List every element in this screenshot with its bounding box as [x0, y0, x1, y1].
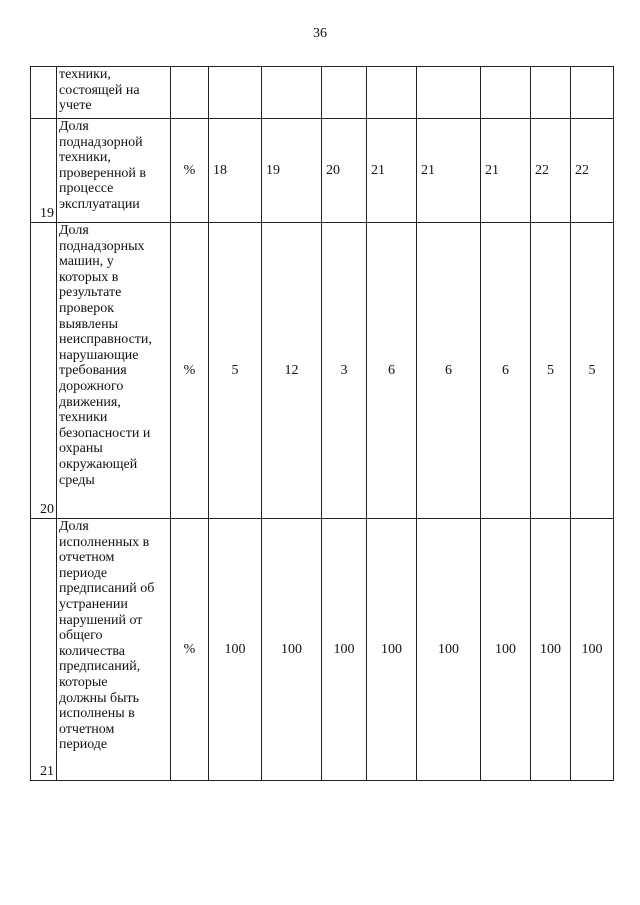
- indicator-name-line: движения,: [59, 394, 121, 410]
- value-cell: [571, 67, 614, 119]
- indicator-name-line: учете: [59, 98, 92, 114]
- value-cell: 100: [262, 519, 322, 781]
- indicator-name: [57, 223, 171, 519]
- indicator-name-line: среды: [59, 472, 95, 488]
- value-cell: 5: [571, 223, 614, 519]
- indicator-name: [57, 119, 171, 223]
- table-row: [31, 67, 614, 119]
- value-cell: [531, 67, 571, 119]
- value-cell: 20: [322, 119, 367, 223]
- table-row: [31, 223, 614, 519]
- indicator-name-line: исполнены в: [59, 706, 135, 722]
- indicator-name-line: проверок: [59, 300, 115, 316]
- row-number: 21: [31, 519, 57, 781]
- value-cell: 12: [262, 223, 322, 519]
- value-cell: 5: [209, 223, 262, 519]
- value-cell: 19: [262, 119, 322, 223]
- unit-cell: %: [171, 119, 209, 223]
- indicator-name-line: выявлены: [59, 316, 118, 332]
- indicator-name: [57, 519, 171, 781]
- value-cell: 100: [571, 519, 614, 781]
- unit-cell: %: [171, 519, 209, 781]
- indicator-name-line: нарушений от: [59, 612, 143, 628]
- indicator-name-line: техники: [59, 410, 108, 426]
- value-cell: 100: [367, 519, 417, 781]
- indicator-name-line: должны быть: [59, 690, 140, 706]
- indicator-name-line: поднадзорной: [59, 134, 143, 150]
- value-cell: 21: [417, 119, 481, 223]
- indicator-name-line: периоде: [59, 737, 108, 753]
- row-number: 19: [31, 119, 57, 223]
- indicator-name-line: Доля: [59, 119, 89, 134]
- indicator-name-line: дорожного: [59, 378, 124, 394]
- value-cell: 21: [481, 119, 531, 223]
- value-cell: 3: [322, 223, 367, 519]
- indicator-name-line: машин, у: [59, 254, 114, 270]
- indicator-name-line: охраны: [59, 441, 103, 457]
- indicator-name: [57, 67, 171, 119]
- value-cell: [417, 67, 481, 119]
- value-cell: 22: [531, 119, 571, 223]
- indicator-name-line: общего: [59, 628, 103, 644]
- indicators-table: [30, 66, 614, 781]
- row-number: [31, 67, 57, 119]
- indicator-name-line: исполненных в: [59, 534, 150, 550]
- unit-cell: [171, 67, 209, 119]
- value-cell: 100: [322, 519, 367, 781]
- indicator-name-line: процессе: [59, 181, 114, 197]
- indicator-name-line: периоде: [59, 565, 108, 581]
- indicator-name-line: поднадзорных: [59, 238, 145, 254]
- indicator-name-line: состоящей на: [59, 82, 140, 98]
- unit-cell: %: [171, 223, 209, 519]
- value-cell: 21: [367, 119, 417, 223]
- table-row: [31, 519, 614, 781]
- indicator-name-line: которые: [59, 674, 108, 690]
- indicator-name-line: количества: [59, 643, 125, 659]
- value-cell: 100: [481, 519, 531, 781]
- row-number: 20: [31, 223, 57, 519]
- indicator-name-line: устранении: [59, 596, 128, 612]
- indicator-name-line: нарушающие: [59, 347, 139, 363]
- indicator-name-line: проверенной в: [59, 165, 147, 181]
- value-cell: 6: [481, 223, 531, 519]
- indicator-name-line: предписаний,: [59, 659, 141, 675]
- indicator-name-line: безопасности и: [59, 425, 151, 441]
- indicator-name-line: которых в: [59, 269, 119, 285]
- indicator-name-line: предписаний об: [59, 581, 155, 597]
- table-body: [31, 67, 614, 781]
- value-cell: 100: [209, 519, 262, 781]
- indicator-name-line: эксплуатации: [59, 196, 140, 212]
- value-cell: 100: [531, 519, 571, 781]
- value-cell: [367, 67, 417, 119]
- indicator-name-line: требования: [59, 363, 127, 379]
- indicator-name-line: неисправности,: [59, 332, 152, 348]
- indicator-name-line: Доля: [59, 223, 89, 238]
- value-cell: [262, 67, 322, 119]
- value-cell: [209, 67, 262, 119]
- value-cell: [322, 67, 367, 119]
- indicator-name-line: Доля: [59, 519, 89, 534]
- value-cell: 22: [571, 119, 614, 223]
- indicator-name-line: результате: [59, 285, 122, 301]
- table-row: [31, 119, 614, 223]
- indicator-name-line: техники,: [59, 150, 111, 166]
- indicator-name-line: отчетном: [59, 721, 115, 737]
- indicator-name-line: техники,: [59, 67, 111, 82]
- value-cell: 5: [531, 223, 571, 519]
- value-cell: 18: [209, 119, 262, 223]
- value-cell: 6: [367, 223, 417, 519]
- indicator-name-line: окружающей: [59, 456, 138, 472]
- value-cell: [481, 67, 531, 119]
- indicator-name-line: отчетном: [59, 550, 115, 566]
- value-cell: 100: [417, 519, 481, 781]
- page-number: 36: [313, 26, 327, 41]
- value-cell: 6: [417, 223, 481, 519]
